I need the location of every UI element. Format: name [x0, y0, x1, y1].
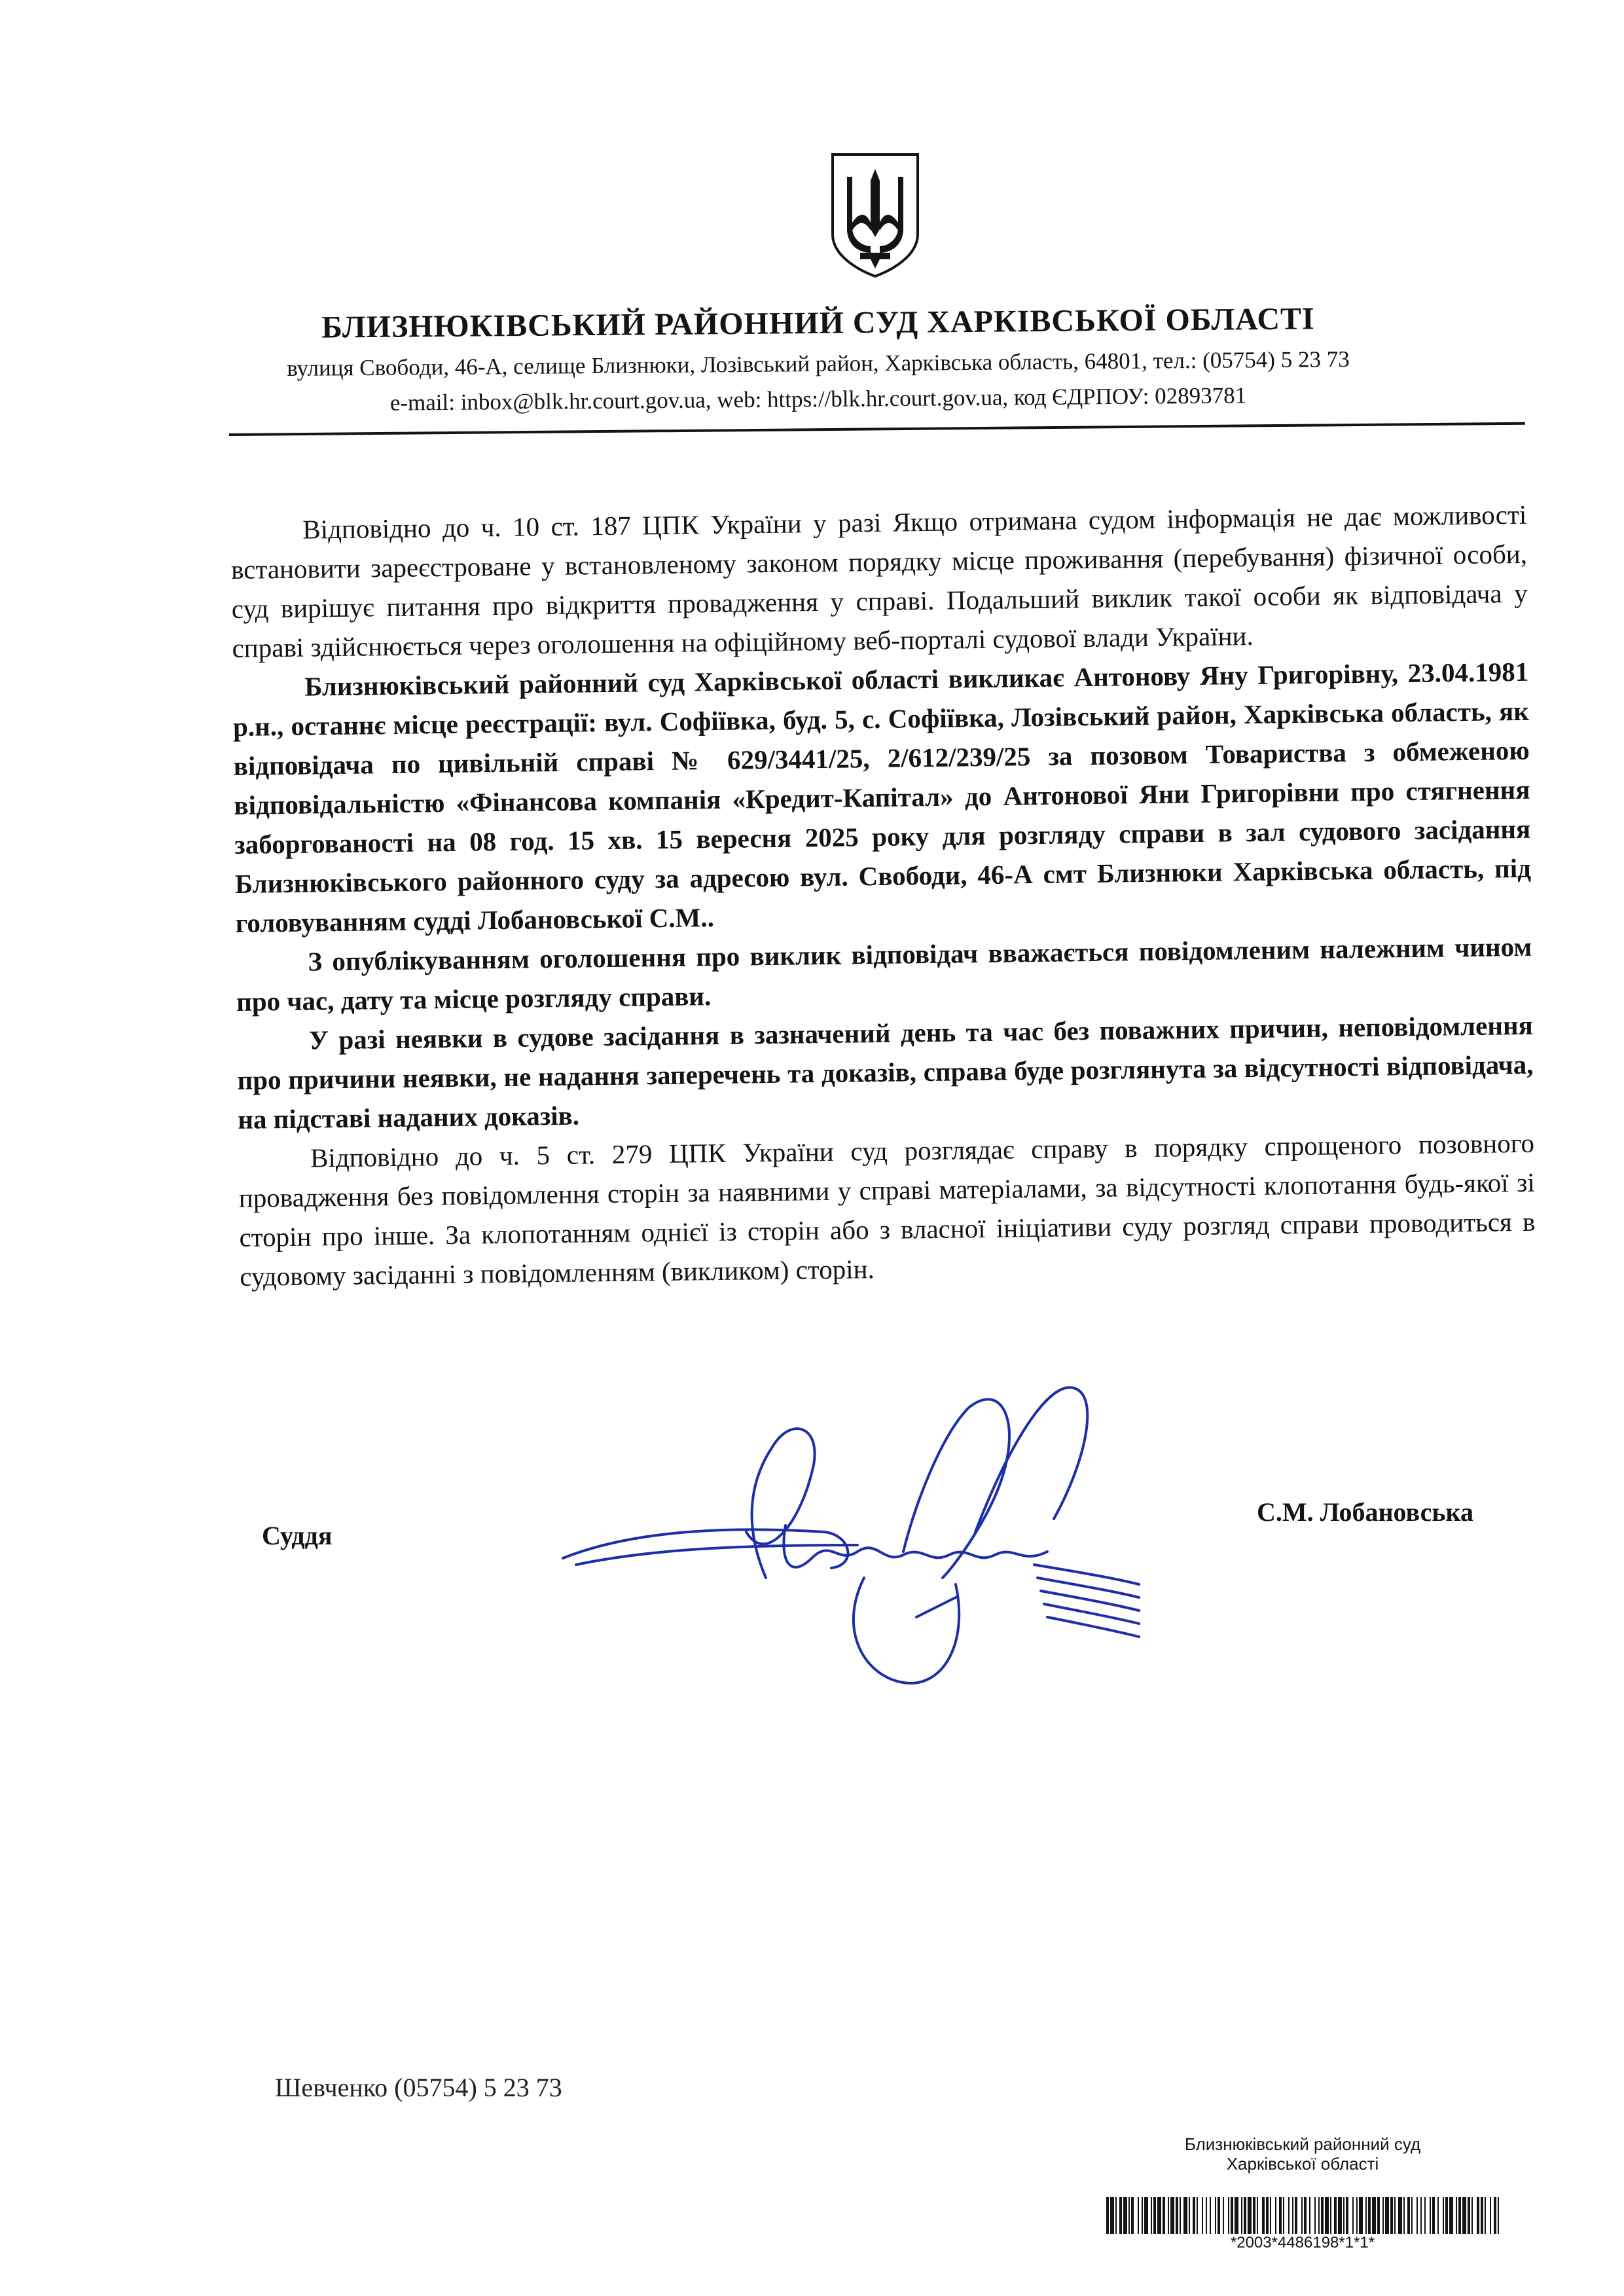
barcode-bar — [1398, 2197, 1402, 2234]
barcode-bar — [1352, 2197, 1354, 2234]
barcode-bar — [1430, 2197, 1431, 2234]
barcode-bar — [1477, 2197, 1479, 2234]
barcode-bar — [1176, 2197, 1178, 2234]
barcode-bar — [1253, 2197, 1255, 2234]
barcode-bar — [1168, 2197, 1169, 2234]
barcode-bar — [1144, 2197, 1148, 2234]
barcode-bar — [1411, 2197, 1413, 2234]
barcode-number: *2003*4486198*1*1* — [1230, 2234, 1375, 2251]
barcode-bar — [1481, 2197, 1483, 2234]
barcode-bar — [1223, 2197, 1224, 2234]
barcode-bar — [1202, 2197, 1203, 2234]
barcode-bar — [1244, 2197, 1246, 2234]
barcode-bar — [1257, 2197, 1258, 2234]
barcode-bar — [1304, 2197, 1307, 2234]
barcode-bar — [1338, 2197, 1342, 2234]
barcode-bar — [1170, 2197, 1174, 2234]
court-name: БЛИЗНЮКІВСЬКИЙ РАЙОННИЙ СУД ХАРКІВСЬКОЇ ОБЛАСТІ — [321, 301, 1315, 345]
barcode-bar — [1106, 2197, 1109, 2234]
barcode-bar — [1468, 2197, 1470, 2234]
barcode-bar — [1119, 2197, 1122, 2234]
barcode-bar — [1432, 2197, 1435, 2234]
stamp-line-region: Харківської області — [1226, 2154, 1379, 2174]
barcode-bar — [1385, 2197, 1389, 2234]
handwritten-signature — [550, 1368, 1165, 1722]
barcode-bar — [1318, 2197, 1320, 2234]
barcode-bar — [1193, 2197, 1195, 2234]
barcode-bar — [1248, 2197, 1252, 2234]
barcode-bar — [1241, 2197, 1242, 2234]
barcode-bar — [1197, 2197, 1198, 2234]
barcode-bar — [1456, 2197, 1457, 2234]
barcode-bar — [1153, 2197, 1156, 2234]
barcode-bar — [1138, 2197, 1139, 2234]
barcode-bar — [1163, 2197, 1165, 2234]
judge-label: Суддя — [262, 1521, 333, 1550]
barcode-bar — [1210, 2197, 1211, 2234]
barcode-bar — [1321, 2197, 1324, 2234]
document-body — [230, 495, 1536, 1296]
barcode-bar — [1235, 2197, 1238, 2234]
barcode-bar — [1270, 2197, 1271, 2234]
barcode-bar — [1359, 2197, 1363, 2234]
barcode-bar — [1189, 2197, 1190, 2234]
barcode-bar — [1365, 2197, 1367, 2234]
barcode-bar — [1157, 2197, 1161, 2234]
barcode-bar — [1123, 2197, 1127, 2234]
barcode-bar — [1382, 2197, 1384, 2234]
barcode-bar — [1325, 2197, 1329, 2234]
barcode-bar — [1314, 2197, 1316, 2234]
barcode-bar — [1368, 2197, 1371, 2234]
contact-person: Шевченко (05754) 5 23 73 — [275, 2073, 562, 2102]
judge-name: С.М. Лобановська — [1257, 1497, 1473, 1527]
barcode-bar — [1443, 2197, 1444, 2234]
barcode-bar — [1142, 2197, 1143, 2234]
barcode-bar — [1115, 2197, 1117, 2234]
barcode-bar — [1151, 2197, 1152, 2234]
barcode-bar — [1437, 2197, 1439, 2234]
barcode — [1106, 2197, 1499, 2234]
barcode-bar — [1498, 2197, 1499, 2234]
barcode-bar — [1462, 2197, 1466, 2234]
barcode-bar — [1390, 2197, 1393, 2234]
barcode-bar — [1275, 2197, 1276, 2234]
paragraph-procedure: Відповідно до ч. 5 ст. 279 ЦПК України суд розглядає справу в порядку спрощеного позовного провадження без повідомлення сторін за наявними у справі матеріалами, за відсутності клопотання будь-якої зі сторін про інше. За клопотанням однієї із сторін або з власної ініціативи суду розгляд справи проводиться в судовому засіданні з повідомленням (викликом) сторін. — [238, 1127, 1536, 1292]
tryzub-coat-of-arms-icon — [827, 151, 923, 279]
barcode-bar — [1231, 2197, 1233, 2234]
barcode-bar — [1266, 2197, 1269, 2234]
barcode-bar — [1131, 2197, 1134, 2234]
header-divider — [229, 422, 1525, 436]
barcode-bar — [1471, 2197, 1473, 2234]
barcode-bar — [1445, 2197, 1448, 2234]
barcode-bar — [1218, 2197, 1220, 2234]
barcode-bar — [1403, 2197, 1405, 2234]
barcode-bar — [1372, 2197, 1376, 2234]
barcode-bar — [1206, 2197, 1207, 2234]
paragraph-notice: З опублікуванням оголошення про виклик відповідач вважається повідомленим належним чином про час, дату та місце розгляду справи. — [236, 931, 1532, 1017]
barcode-bar — [1288, 2197, 1290, 2234]
barcode-bar — [1292, 2197, 1293, 2234]
barcode-bar — [1279, 2197, 1282, 2234]
barcode-bar — [1183, 2197, 1187, 2234]
court-contacts: e-mail: inbox@blk.hr.court.gov.ua, web: https://blk.hr.court.gov.ua, код ЄДРПОУ: 02893781 — [389, 382, 1247, 416]
barcode-bar — [1485, 2197, 1486, 2234]
barcode-bar — [1407, 2197, 1410, 2234]
paragraph-legal-basis: Відповідно до ч. 10 ст. 187 ЦПК України у разі Якщо отримана судом інформація не дає можливості встановити зареєстроване у встановленому законом порядку місце проживання (перебування) фізичної особи, суд вирішує питання про відкриття провадження у справі. Подальший виклик такої особи як відповідача у справі здійснюється через оголошення на офіційному веб-порталі судової влади України. — [230, 499, 1528, 663]
barcode-bar — [1490, 2197, 1491, 2234]
barcode-bar — [1128, 2197, 1130, 2234]
barcode-bar — [1110, 2197, 1114, 2234]
barcode-bar — [1356, 2197, 1358, 2234]
barcode-bar — [1283, 2197, 1284, 2234]
barcode-bar — [1343, 2197, 1344, 2234]
barcode-bar — [1494, 2197, 1496, 2234]
stamp-line-court: Близнюківський районний суд — [1184, 2134, 1421, 2154]
barcode-bar — [1301, 2197, 1303, 2234]
barcode-bar — [1416, 2197, 1418, 2234]
barcode-bar — [1449, 2197, 1453, 2234]
barcode-bar — [1228, 2197, 1229, 2234]
court-address: вулиця Свободи, 46-А, селище Близнюки, Лозівський район, Харківська область, 64801, тел.: (05754) 5 23 73 — [287, 346, 1350, 382]
barcode-bar — [1180, 2197, 1181, 2234]
barcode-bar — [1346, 2197, 1348, 2234]
barcode-bar — [1215, 2197, 1216, 2234]
paragraph-absence: У разі неявки в судове засідання в зазначений день та час без поважних причин, неповідомлення про причини неявки, не надання заперечень та доказів, справа буде розглянута за відсутності відповідача, на підставі наданих доказів. — [237, 1010, 1534, 1135]
paragraph-summons: Близнюківський районний суд Харківської області викликає Антонову Яну Григорівну, 23.04.1981 р.н., останнє місце реєстрації: вул. Софіївка, буд. 5, с. Софіївка, Лозівський район, Харківська область, як відповідача по цивільній справі № 629/3441/25, 2/612/239/25 за позовом Товариства з обмеженою відповідальністю «Фінансова компанія «Кредит-Капітал» до Антонової Яни Григорівни про стягнення заборгованості на 08 год. 15 хв. 15 вересня 2025 року для розгляду справи в зал судового засідання Близнюківського районного суду за адресою вул. Свободи, 46-А смт Близнюки Харківська область, під головуванням судді Лобановської С.М.. — [232, 656, 1532, 938]
barcode-bar — [1394, 2197, 1396, 2234]
barcode-bar — [1458, 2197, 1461, 2234]
barcode-bar — [1262, 2197, 1265, 2234]
barcode-bar — [1295, 2197, 1297, 2234]
registry-stamp — [1080, 2134, 1525, 2174]
barcode-bar — [1330, 2197, 1331, 2234]
barcode-bar — [1377, 2197, 1380, 2234]
barcode-bar — [1420, 2197, 1422, 2234]
barcode-bar — [1334, 2197, 1337, 2234]
barcode-bar — [1309, 2197, 1310, 2234]
barcode-bar — [1424, 2197, 1426, 2234]
